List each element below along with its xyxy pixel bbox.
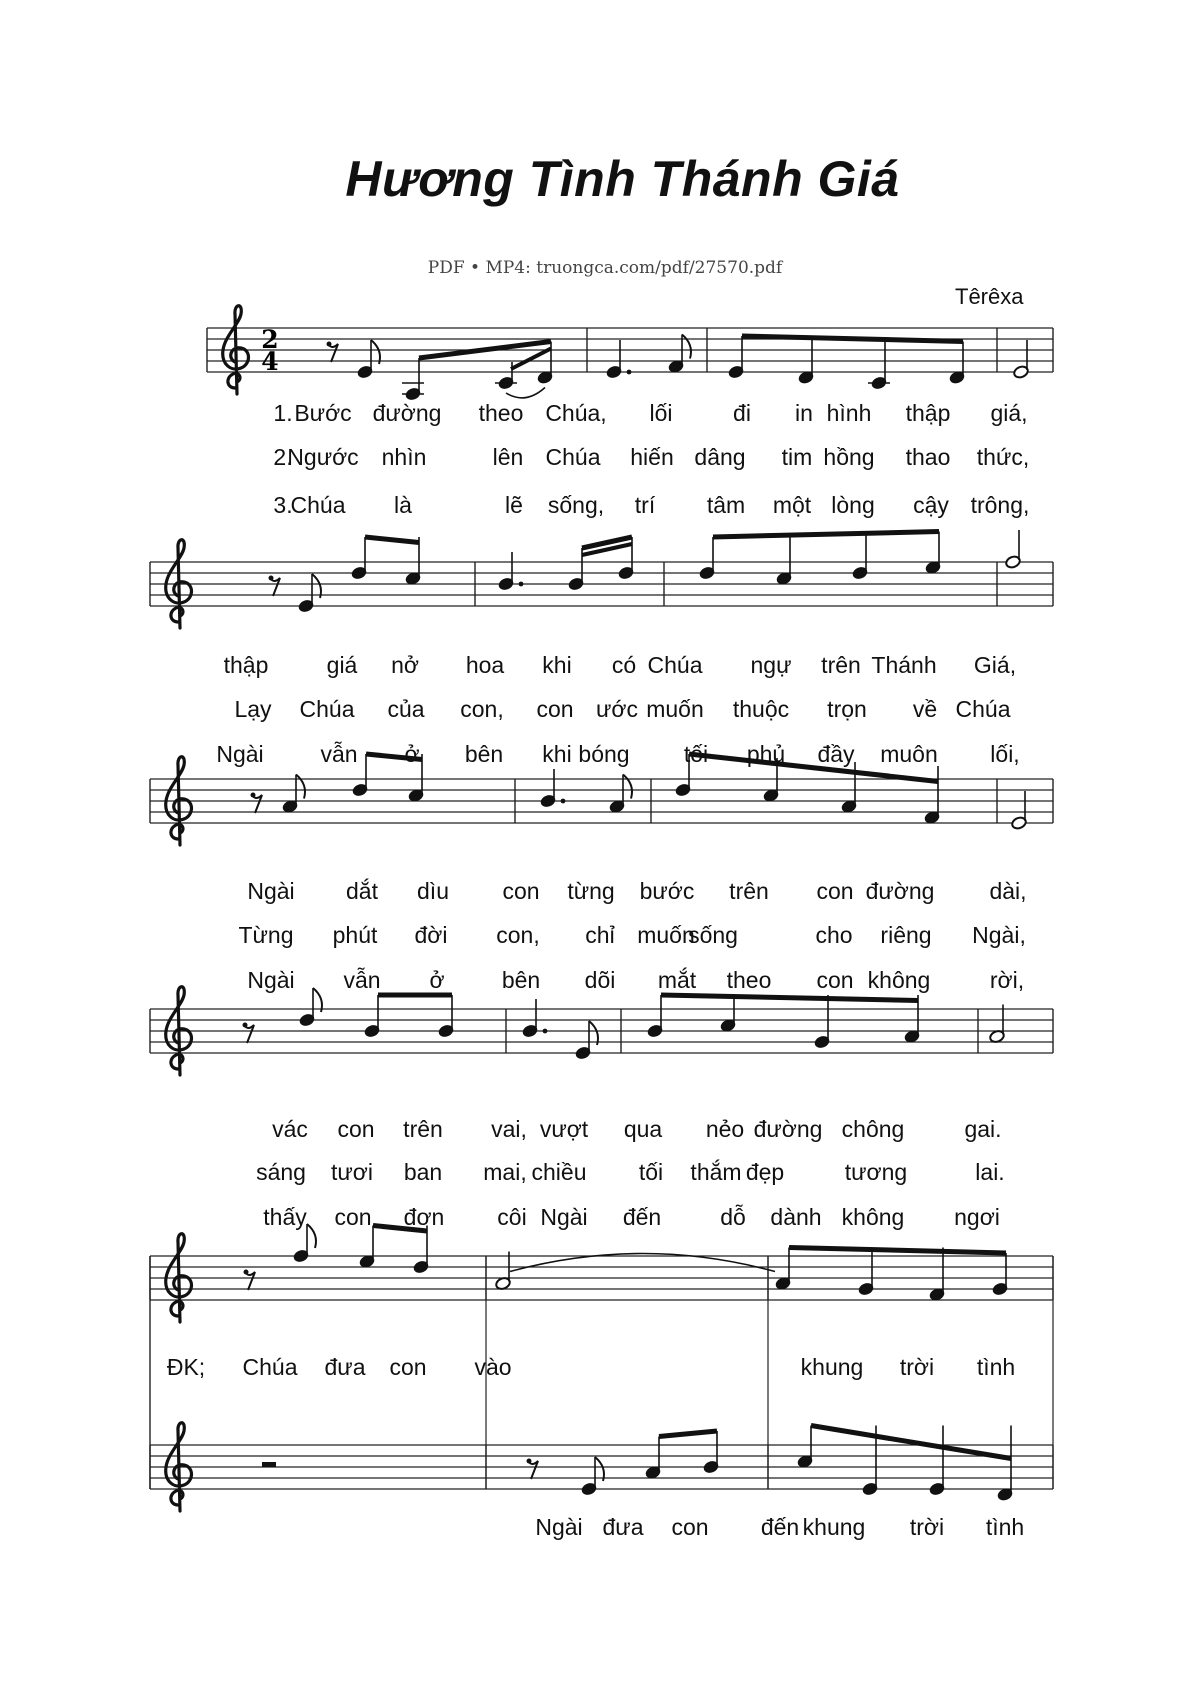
staff-3	[150, 779, 1053, 823]
lyric-word: đi	[733, 400, 751, 426]
lyric-word: dỗ	[720, 1204, 746, 1230]
lyric-word: trông,	[970, 492, 1030, 518]
beam	[365, 537, 419, 543]
lyric-word: con	[502, 878, 540, 904]
staff-5	[150, 1256, 1053, 1300]
staff-6	[150, 1445, 1053, 1489]
lyric-word: ngơi	[954, 1204, 1000, 1230]
time-signature	[261, 325, 278, 376]
lyric-word: dõi	[584, 967, 616, 993]
note	[575, 1021, 598, 1060]
source-link[interactable]: PDF • MP4: truongca.com/pdf/27570.pdf	[427, 258, 783, 278]
lyric-word: vượt	[539, 1116, 589, 1142]
slur	[506, 388, 545, 398]
staff-1	[207, 328, 1053, 372]
lyric-word: muốn	[637, 922, 695, 948]
dot	[561, 799, 566, 804]
lyric-word: dài,	[989, 878, 1027, 904]
lyric-word: trên	[403, 1116, 443, 1142]
flag	[623, 775, 632, 799]
lyric-word: tâm	[706, 492, 746, 518]
lyric-word: khung	[800, 1354, 864, 1380]
note	[814, 995, 831, 1049]
note	[997, 1426, 1014, 1502]
flag	[682, 335, 691, 359]
lyric-word: thức,	[976, 444, 1030, 470]
flag	[296, 775, 305, 799]
lyric-word: ĐK;	[166, 1354, 206, 1380]
lyric-word: trí	[634, 492, 656, 518]
lyric-word: theo	[726, 967, 772, 993]
lyric-word: Ngài	[216, 741, 264, 767]
lyric-word: đời	[414, 922, 448, 948]
lyric-word: Chúa,	[545, 400, 607, 426]
time-signature-bottom: 4	[261, 347, 279, 376]
lyric-word: đầy	[817, 741, 855, 767]
note	[728, 336, 745, 379]
lyric-word: tối	[638, 1159, 664, 1185]
lyric-word: tình	[976, 1354, 1016, 1380]
lyric-word: đường	[372, 400, 442, 426]
lyric-word: hoa	[465, 652, 505, 678]
lyric-word: muôn	[880, 741, 938, 767]
lyric-word: Chúa	[647, 652, 703, 678]
note	[992, 1253, 1009, 1296]
lyric-word: thấy	[263, 1204, 307, 1230]
lyric-word: Chúa	[242, 1354, 298, 1380]
lyric-word: đơn	[403, 1204, 445, 1230]
lyric-word: theo	[478, 400, 524, 426]
composer-name: Têrêxa	[955, 284, 1024, 309]
lyric-word: rời,	[989, 967, 1025, 993]
note	[668, 335, 691, 374]
lyric-word: sáng	[256, 1159, 306, 1185]
note	[868, 342, 890, 391]
note	[609, 775, 632, 814]
lyric-word: muốn	[646, 696, 704, 722]
note	[852, 532, 869, 581]
lyric-word: dắt	[346, 878, 378, 904]
lyric-word: bên	[464, 741, 504, 767]
lyric-word: Bước	[294, 400, 352, 426]
lyric-word: tươi	[331, 1159, 373, 1185]
note	[581, 1457, 604, 1496]
lyric-word: con	[816, 878, 854, 904]
eighth-rest-icon	[244, 1025, 254, 1043]
lyric-word: Chúa	[290, 492, 346, 518]
lyric-word: của	[387, 696, 425, 722]
lyric-word: nở	[391, 652, 419, 678]
lyric-word: thắm	[690, 1159, 742, 1185]
lyric-word: khi	[542, 652, 572, 678]
lyric-word: con,	[460, 696, 504, 722]
note	[537, 342, 554, 385]
lyric-word: vào	[474, 1354, 512, 1380]
lyric-word: Ngài	[540, 1204, 588, 1230]
lyric-word: 2.	[273, 444, 293, 470]
note	[645, 1437, 662, 1480]
beam	[659, 1431, 717, 1437]
note	[647, 995, 664, 1038]
lyric-word: có	[611, 652, 637, 678]
lyric-word: hiến	[630, 444, 674, 470]
lyric-word: sống	[688, 922, 738, 948]
lyric-word: bên	[501, 967, 541, 993]
note	[402, 358, 424, 401]
lyric-word: đưa	[602, 1514, 644, 1540]
note	[1011, 791, 1028, 830]
lyric-word: đến	[622, 1204, 662, 1230]
note	[364, 995, 381, 1038]
note	[359, 1226, 376, 1269]
lyric-word: dâng	[694, 444, 746, 470]
lyric-word: vẫn	[320, 741, 358, 767]
lyric-word: thập	[223, 652, 269, 678]
eighth-rest-icon	[245, 1272, 255, 1290]
note	[929, 1426, 946, 1497]
lyric-word: hồng	[823, 444, 875, 470]
lyric-word: cho	[815, 922, 853, 948]
lyric-word: một	[772, 492, 812, 518]
lyric-word: Ngài,	[972, 922, 1026, 948]
lyric-word: nhìn	[381, 444, 427, 470]
lyric-word: con	[671, 1514, 709, 1540]
lyric-word: côi	[497, 1204, 527, 1230]
note	[699, 537, 716, 580]
lyric-word: trời	[899, 1354, 935, 1380]
lyric-word: qua	[623, 1116, 663, 1142]
note	[298, 574, 321, 613]
note	[606, 340, 632, 379]
note	[299, 988, 322, 1027]
lyric-word: Từng	[238, 922, 294, 948]
lyric-word: khung	[802, 1514, 866, 1540]
lyric-word: từng	[567, 878, 615, 904]
lyric-word: về	[912, 696, 938, 722]
lyric-word: không	[867, 967, 931, 993]
lyric-word: trên	[821, 652, 861, 678]
lyric-word: Ngài	[535, 1514, 583, 1540]
lyric-word: ban	[403, 1159, 443, 1185]
lyric-word: in	[795, 400, 813, 426]
lyric-word: thuộc	[732, 696, 790, 722]
beam	[789, 1248, 1006, 1254]
lyric-word: tối	[683, 741, 709, 767]
note	[798, 336, 815, 385]
lyric-word: bóng	[578, 741, 630, 767]
note	[1013, 340, 1030, 379]
lyric-word: dìu	[417, 878, 449, 904]
eighth-rest-icon	[270, 578, 280, 596]
time-signature-top: 2	[261, 325, 279, 354]
lyric-word: chông	[841, 1116, 905, 1142]
lyric-word: giá,	[990, 400, 1028, 426]
eighth-rest-icon	[528, 1461, 538, 1479]
lyric-word: con,	[496, 922, 540, 948]
note	[949, 342, 966, 385]
lyric-word: nẻo	[705, 1116, 745, 1142]
lyric-word: Chúa	[955, 696, 1011, 722]
lyric-word: ở	[404, 741, 420, 767]
lyric-word: vác	[272, 1116, 308, 1142]
lyric-word: mai,	[483, 1159, 527, 1185]
lyric-word: Chúa	[299, 696, 355, 722]
note	[568, 548, 585, 591]
lyric-word: bước	[639, 878, 695, 904]
lyric-word: Thánh	[871, 652, 937, 678]
lyric-word: con	[337, 1116, 375, 1142]
note	[989, 1005, 1006, 1044]
lyric-word: Ngài	[247, 967, 295, 993]
note	[703, 1431, 720, 1474]
lyric-word: con	[389, 1354, 427, 1380]
lyric-word: Ngài	[247, 878, 295, 904]
note	[438, 995, 455, 1038]
lyric-word: cậy	[913, 492, 949, 518]
song-title: Hương Tình Thánh Giá	[345, 151, 900, 207]
lyric-word: con	[816, 967, 854, 993]
beam	[511, 349, 551, 370]
lyric-word: đường	[753, 1116, 823, 1142]
lyric-word: lẽ	[505, 492, 523, 518]
lyric-word: chỉ	[585, 922, 615, 948]
lyric-word: con	[536, 696, 574, 722]
lyric-word: đưa	[324, 1354, 366, 1380]
lyric-word: Chúa	[545, 444, 601, 470]
dot	[543, 1029, 548, 1034]
lyric-word: 1.	[273, 400, 293, 426]
lyric-word: trên	[729, 878, 769, 904]
lyric-word: ở	[429, 967, 445, 993]
note	[540, 769, 566, 808]
lyric-word: lối	[649, 400, 673, 426]
note	[498, 552, 524, 591]
note	[522, 999, 548, 1038]
lyric-word: lối,	[990, 741, 1020, 767]
lyric-word: trọn	[827, 696, 867, 722]
lyric-word: Ngước	[287, 444, 359, 470]
lyric-word: trời	[909, 1514, 945, 1540]
note	[924, 766, 941, 825]
lyric-word: tình	[985, 1514, 1025, 1540]
lyric-word: chiều	[531, 1159, 587, 1185]
note	[925, 532, 942, 575]
lyric-word: lòng	[831, 492, 875, 518]
dot	[627, 370, 632, 375]
eighth-rest-icon	[252, 795, 262, 813]
lyric-word: ngự	[750, 652, 792, 678]
lyric-word: mắt	[657, 967, 697, 993]
beam	[811, 1426, 1011, 1459]
note	[282, 775, 305, 814]
note	[775, 1248, 792, 1291]
lyric-word: thao	[905, 444, 951, 470]
note	[720, 995, 737, 1033]
lyric-word: đẹp	[745, 1159, 785, 1185]
half-rest-icon	[262, 1462, 276, 1467]
lyric-word: ước	[596, 696, 638, 722]
lyric-word: lai.	[975, 1159, 1005, 1185]
note	[495, 1252, 512, 1291]
note	[351, 537, 368, 580]
lyric-word: vai,	[491, 1116, 527, 1142]
lyric-word: đến	[760, 1514, 800, 1540]
note	[357, 340, 380, 379]
lyric-word: Giá,	[973, 652, 1017, 678]
staff-2	[150, 562, 1053, 606]
flag	[307, 1224, 316, 1248]
lyric-word: sống,	[547, 492, 605, 518]
note	[776, 537, 793, 586]
lyric-word: hình	[826, 400, 872, 426]
note	[797, 1426, 814, 1469]
lyric-word: đường	[865, 878, 935, 904]
lyric-word: lên	[492, 444, 524, 470]
note	[1005, 530, 1022, 569]
eighth-rest-icon	[328, 344, 338, 362]
lyric-word: phủ	[746, 741, 786, 767]
lyric-word: con	[334, 1204, 372, 1230]
note	[858, 1248, 875, 1297]
lyric-word: Lạy	[234, 696, 272, 722]
lyric-word: không	[841, 1204, 905, 1230]
beam	[713, 532, 939, 538]
lyric-word: tim	[781, 444, 813, 470]
lyric-word: thập	[905, 400, 951, 426]
lyric-word: riêng	[880, 922, 932, 948]
lyric-word: tương	[844, 1159, 908, 1185]
lyric-word: giá	[326, 652, 358, 678]
lyric-word: 3.	[273, 492, 293, 518]
beam	[742, 336, 963, 342]
lyric-word: phút	[332, 922, 378, 948]
lyric-word: vẫn	[343, 967, 381, 993]
dot	[519, 582, 524, 587]
beam	[661, 995, 918, 1001]
lyric-word: gai.	[964, 1116, 1002, 1142]
lyric-word: khi	[542, 741, 572, 767]
lyric-word: là	[394, 492, 412, 518]
lyric-word: dành	[770, 1204, 822, 1230]
